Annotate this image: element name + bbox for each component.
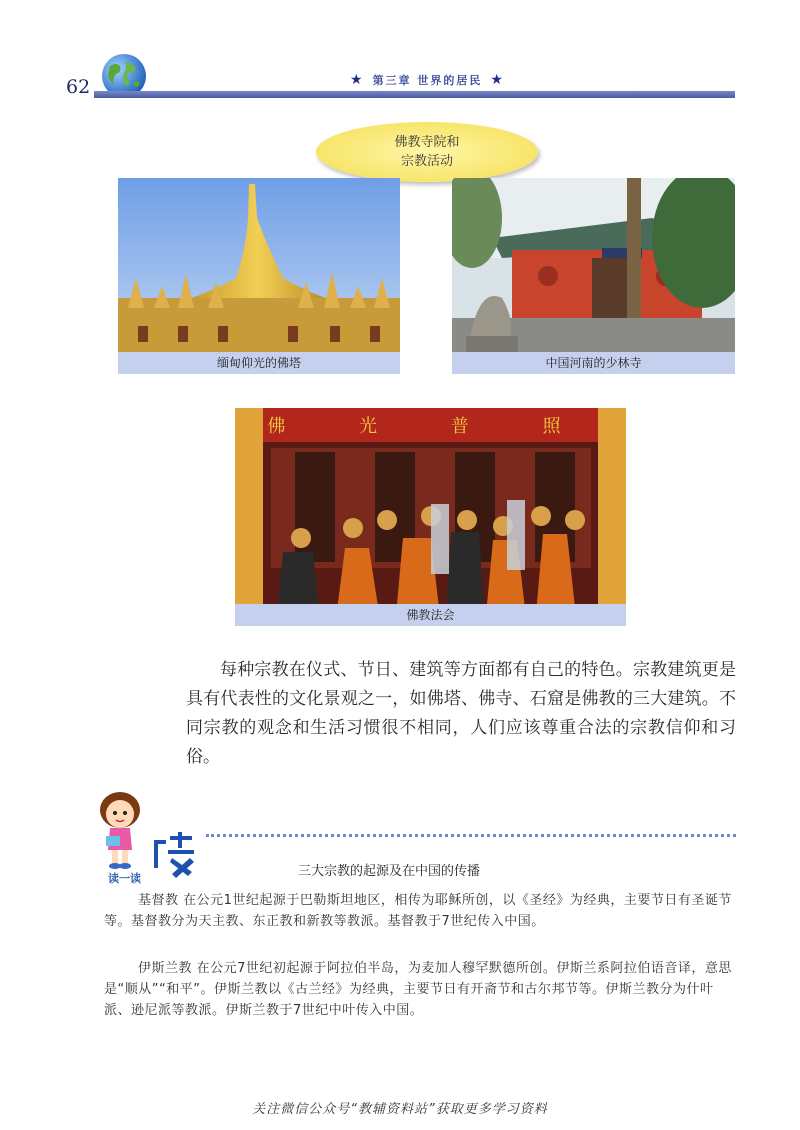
pagoda-photo [118, 178, 400, 374]
read-character-icon [154, 832, 194, 878]
chapter-title-text: 第三章 世界的居民 [372, 74, 483, 87]
pagoda-image [118, 178, 400, 374]
temple-image [452, 178, 735, 374]
chapter-title [350, 72, 505, 88]
body-paragraph: 每种宗教在仪式、节日、建筑等方面都有自己的特色。宗教建筑更是具有代表性的文化景观之一，如佛塔、佛寺、石窟是佛教的三大建筑。不同宗教的观念和生活习惯很不相同，人们应该尊重合法的宗教信仰和习俗。 [186, 660, 736, 767]
reading-banner [92, 788, 242, 888]
cartoon-girl-icon [100, 792, 140, 869]
ceremony-banner [267, 416, 594, 437]
pagoda-caption: 缅甸仰光的佛塔 [118, 352, 400, 374]
section-title-line1: 佛教寺院和 [394, 135, 460, 150]
reading-title: 三大宗教的起源及在中国的传播 [298, 864, 481, 879]
reading-paragraph-christianity: 基督教 在公元1世纪起源于巴勒斯坦地区，相传为耶稣所创，以《圣经》为经典，主要节日有圣诞节等。基督教分为天主教、东正教和新教等教派。基督教于7世纪传入中国。 [104, 893, 732, 929]
reading-divider [206, 834, 736, 837]
temple-caption: 中国河南的少林寺 [452, 352, 735, 374]
shaolin-temple-photo [452, 178, 735, 374]
reading-label: 读一读 [108, 872, 141, 885]
star-icon: ★ [350, 72, 365, 88]
section-title [316, 122, 538, 182]
ceremony-photo [235, 408, 626, 626]
reading-paragraph-islam: 伊斯兰教 在公元7世纪初起源于阿拉伯半岛，为麦加人穆罕默德所创。伊斯兰系阿拉伯语音译，意思是“顺从”“和平”。伊斯兰教以《古兰经》为经典，主要节日有开斋节和古尔邦节等。伊斯兰教分为什叶派、逊尼派等教派。伊斯兰教于7世纪中叶传入中国。 [104, 961, 732, 1018]
footer-note: 关注微信公众号“教辅资料站”获取更多学习资料 [252, 1102, 548, 1117]
svg-text:佛 光 普 照: 佛 光 普 照 [267, 416, 595, 437]
page-number: 62 [66, 76, 91, 98]
header-bar [94, 91, 735, 98]
star-icon: ★ [490, 72, 505, 88]
section-title-line2: 宗教活动 [400, 154, 453, 169]
ceremony-caption: 佛教法会 [235, 604, 626, 626]
ceremony-image [235, 408, 626, 626]
